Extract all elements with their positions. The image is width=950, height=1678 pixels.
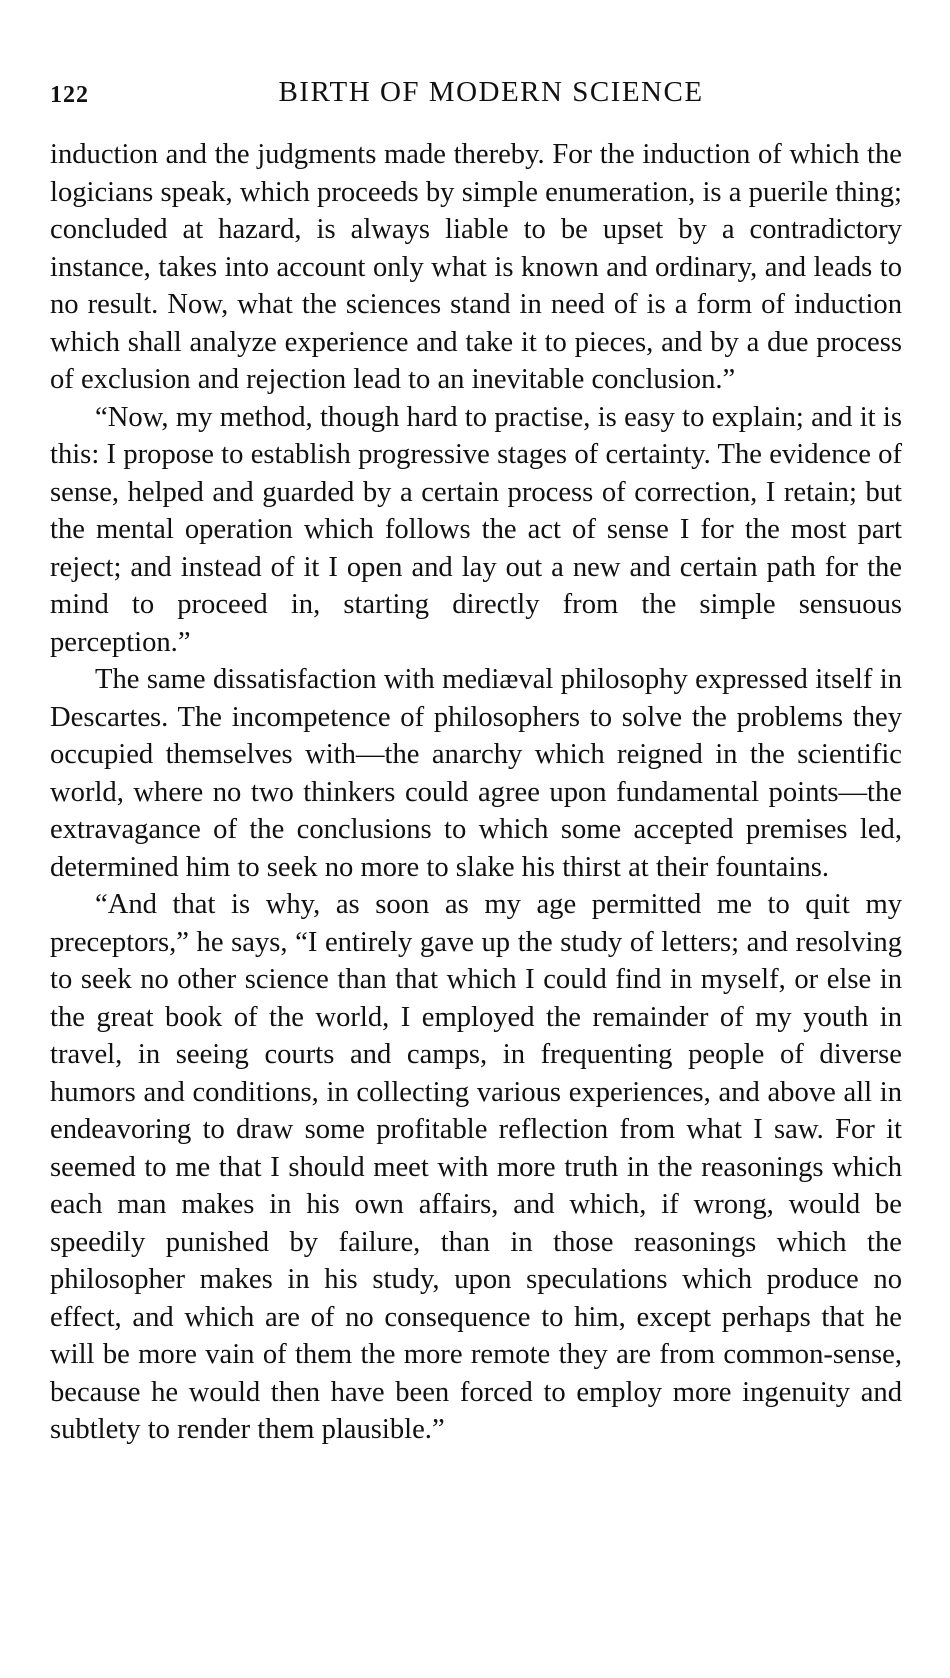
book-page: [50, 70, 902, 1449]
paragraph-4: “And that is why, as soon as my age permitted me to quit my preceptors,” he says, “I entirely gave up the study of letters; and resolving to seek no other science than that which I could find in myself, or else in the great book of the world, I employed the remainder of my youth in travel, in seeing courts and camps, in frequenting people of diverse humors and conditions, in collecting various experiences, and above all in endeavoring to draw some profitable reflection from what I saw. For it seemed to me that I should meet with more truth in the reasonings which each man makes in his own affairs, and which, if wrong, would be speedily punished by failure, than in those reasonings which the philosopher makes in his study, upon speculations which produce no effect, and which are of no consequence to him, except perhaps that he will be more vain of them the more remote they are from common-sense, because he would then have been forced to employ more ingenuity and subtlety to render them plausible.”: [50, 889, 902, 1445]
page-number: 122: [50, 82, 89, 108]
body-text: [50, 136, 902, 1449]
running-title: BIRTH OF MODERN SCIENCE: [278, 76, 704, 108]
paragraph-2: “Now, my method, though hard to practise, is easy to explain; and it is this: I propose to establish progressive stages of certainty. The evidence of sense, helped and guarded by a certain process of correction, I retain; but the mental operation which follows the act of sense I for the most part reject; and instead of it I open and lay out a new and certain path for the mind to proceed in, starting directly from the simple sensuous perception.”: [50, 401, 902, 658]
paragraph-3: The same dissatisfaction with mediæval philosophy expressed itself in Descartes. The incompetence of philosophers to solve the problems they occupied themselves with—the anarchy which reigned in the scientific world, where no two thinkers could agree upon fundamental points—the extravagance of the conclusions to which some accepted premises led, determined him to seek no more to slake his thirst at their fountains.: [50, 664, 902, 883]
running-header: [50, 70, 902, 120]
paragraph-1: induction and the judgments made thereby. For the induction of which the logicians speak, which proceeds by simple enumeration, is a puerile thing; concluded at hazard, is always liable to be upset by a contradictory instance, takes into account only what is known and ordinary, and leads to no result. Now, what the sciences stand in need of is a form of induction which shall analyze experience and take it to pieces, and by a due process of exclusion and rejection lead to an inevitable conclusion.”: [50, 139, 902, 395]
